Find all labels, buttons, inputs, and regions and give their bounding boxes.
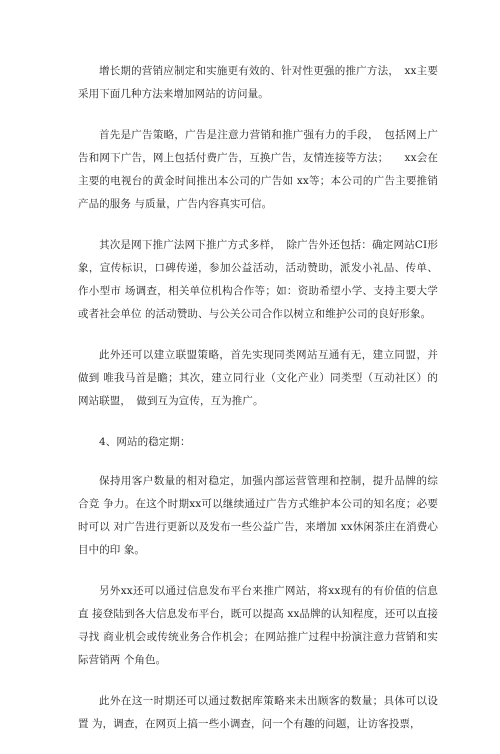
paragraph-database-strategy: 此外在这一时期还可以通过数据库策略来未出顾客的数量；具体可以设置 为，调查，在网页上搞一些小调查，问一个有趣的问题，让访客投票， (78, 695, 438, 730)
paragraph-alliance-strategy: 此外还可以建立联盟策略，首先实现同类网站互通有无，建立同盟，并做到 唯我马首是瞻；其次，建立同行业（文化产业）同类型（互动社区）的网站联盟， 做到互为宣传，互为推广。 (78, 349, 438, 407)
section-heading-stable-stage: 4、网站的稳定期： (99, 436, 191, 448)
paragraph-stable-customers: 保持用客户数量的相对稳定，加强内部运营管理和控制，提升品牌的综合竞 争力。在这个时期xx可以继续通过广告方式维护本公司的知名度；必要时可以 对广告进行更新以及发布一些公益广告，来增加 xx休闲茶庄在消费心目中的印 象。 (78, 475, 438, 556)
document-body (78, 60, 438, 754)
paragraph-ad-strategy: 首先是广告策略，广告是注意力营销和推广强有力的手段， 包括网上广告和网下广告，网上包括付费广告，互换广告，友情连接等方法； xx会在主要的电视台的黄金时间推出本公司的广告如 xx等；本公司的广告主要推销产品的服务 与质量，广告内容真实可信。 (78, 129, 438, 210)
paragraph-offline-promotion: 其次是网下推广法网下推广方式多样， 除广告外还包括：确定网站CI形象，宣传标识，口碑传递，参加公益活动，活动赞助，派发小礼品、传单、作小型市 场调查，相关单位机构合作等；如：资助希望小学、支持主要大学或者社会单位 的活动赞助、与公关公司合作以树立和维护公司的良好形象。 (78, 239, 438, 320)
paragraph-info-platform: 另外xx还可以通过信息发布平台来推广网站，将xx现有的有价值的信息直 接登陆到各大信息发布平台，既可以提高 xx品牌的认知程度，还可以直接寻找 商业机会或传统业务合作机会；在网站推广过程中扮演注意力营销和实际营销两 个角色。 (78, 585, 438, 666)
paragraph-growth-stage: 增长期的营销应制定和实施更有效的、针对性更强的推广方法， xx主要采用下面几种方法来增加网站的访问量。 (78, 65, 438, 100)
